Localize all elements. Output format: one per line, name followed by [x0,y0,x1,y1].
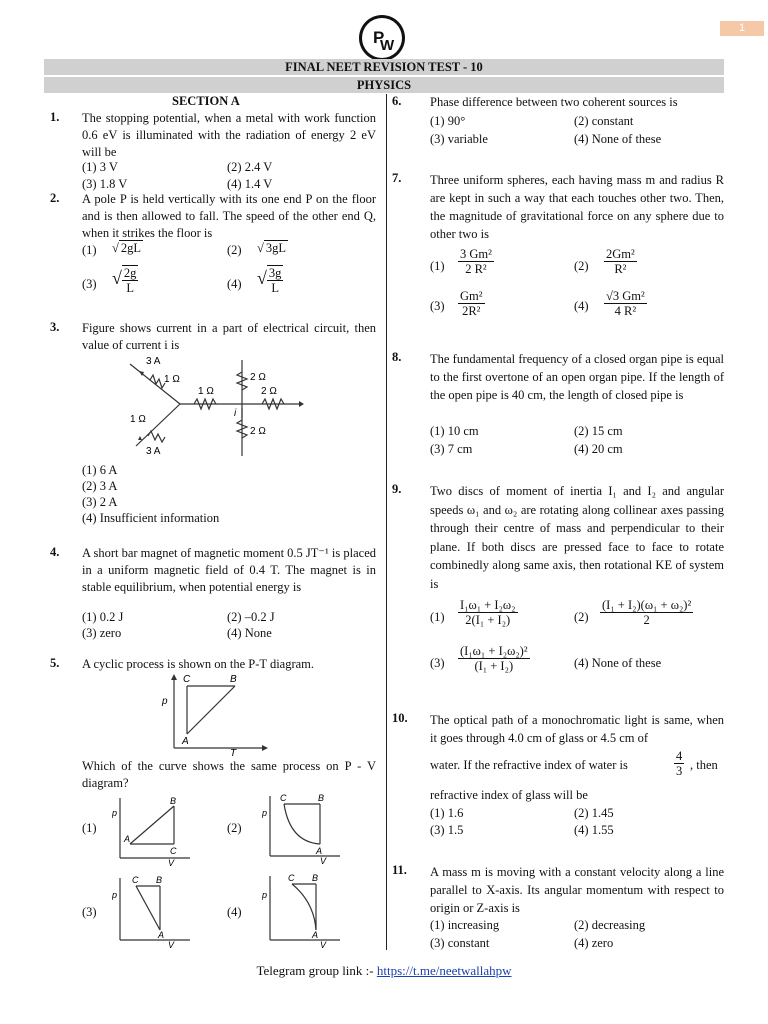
option-1: (1) [430,610,445,624]
option-2: (2) [227,821,242,835]
svg-text:V: V [320,856,327,864]
fig-label: 1 Ω [164,374,180,385]
column-divider [386,94,387,950]
option-4: (4) None of these [574,132,662,146]
option-1: (1) 90° [430,114,466,128]
option-1: (1) 0.2 J [82,610,124,624]
svg-text:C: C [183,674,191,685]
fig-label: 1 Ω [198,386,214,397]
option-3-expr: √ $\frac{2g}{L}$ [112,266,137,295]
option-4: (4) [227,905,242,919]
question-number: 11. [392,863,407,877]
option-4: (4) [574,299,589,313]
page-number-badge: 1 [720,21,764,36]
question-text: Phase difference between two coherent sources is [430,95,678,109]
option-1-graph [112,794,192,866]
svg-text:A: A [182,736,189,747]
svg-text:A: A [312,930,319,940]
option-2: (2) [574,610,589,624]
svg-text:C: C [288,873,295,883]
question-text-2: Which of the curve shows the same process on P - V diagram? [82,759,376,790]
telegram-link[interactable]: https://t.me/neetwallahpw [376,963,512,978]
option-3: (3) [430,299,445,313]
option-1-expr: √ 2gL [112,241,142,255]
option-2: (2) 15 cm [574,424,623,438]
question-number: 8. [392,350,402,364]
footer [0,963,768,979]
svg-text:W: W [380,37,395,54]
fig-label: 1 Ω [130,414,146,425]
option-2: (2) [227,243,242,257]
svg-text:A: A [316,846,323,856]
option-1-expr: $\frac{\text{I₁ω₁ + I₂ω₂}}{\text{2(I₁ + I₂)}}$ [460,598,516,627]
option-1: (1) increasing [430,918,500,932]
option-2: (2) [574,259,589,273]
option-3: (3) 1.5 [430,823,464,837]
option-1-expr: $\frac{\text{3 Gm²}}{\text{2 R²}}$ [460,247,492,276]
svg-text:B: B [312,873,319,883]
svg-text:p: p [112,890,118,900]
question-text-2: water. If the refractive index of water is [430,758,628,772]
option-4: (4) [227,277,242,291]
option-3: (3) 7 cm [430,442,473,456]
question-text-3: refractive index of glass will be [430,788,588,802]
option-3: (3) [430,656,445,670]
option-3: (3) zero [82,626,122,640]
option-1: (1) 1.6 [430,806,464,820]
fig-label: 2 Ω [250,372,266,383]
question-number: 1. [50,110,60,124]
option-3: (3) 1.8 V [82,177,128,191]
svg-text:A: A [158,930,165,940]
svg-text:B: B [318,793,325,803]
fraction-4-3: $\frac{4}{3}$ [676,749,683,778]
question-text: A pole P is held vertically with its one end P on the floor and is then allowed to fall. The speed of the other end Q, when it strikes the floor is [82,192,376,240]
option-1: (1) [430,259,445,273]
option-4-graph [262,872,342,948]
option-3: (3) constant [430,936,490,950]
fig-label: 2 Ω [261,386,277,397]
option-3: (3) [82,905,97,919]
option-2: (2) –0.2 J [227,610,275,624]
option-3: (3) variable [430,132,488,146]
option-2: (2) 3 A [82,479,118,493]
question-text: Figure shows current in a part of electrical circuit, then value of current i is [82,321,376,352]
option-4: (4) zero [574,936,614,950]
option-3-expr: $\frac{\text{Gm²}}{\text{2R²}}$ [460,289,483,318]
question-number: 6. [392,94,402,108]
option-3-graph [112,874,192,948]
question-number: 2. [50,191,60,205]
option-1: (1) 6 A [82,463,118,477]
option-4: (4) None of these [574,656,662,670]
option-3-expr: $\frac{\text{(I₁ω₁ + I₂ω₂)²}}{\text{(I₁ + I₂)}}$ [460,644,528,673]
question-text: The optical path of a monochromatic light is same, when it goes through 4.0 cm of glass or 4.5 cm of [430,713,724,745]
footer-label: Telegram group link :- [256,963,377,978]
question-text: A cyclic process is shown on the P-T diagram. [82,657,315,671]
option-2: (2) decreasing [574,918,646,932]
option-4: (4) 20 cm [574,442,623,456]
svg-text:p: p [112,808,118,818]
question-number: 10. [392,711,408,725]
question-text-2b: , then [690,758,718,772]
option-1: (1) 10 cm [430,424,479,438]
section-heading: SECTION A [172,94,240,108]
svg-text:P: P [373,28,385,47]
option-4: (4) 1.55 [574,823,614,837]
svg-text:C: C [132,875,139,885]
option-4-expr: $\frac{\text{√3 Gm²}}{\text{4 R²}}$ [606,289,645,318]
option-2-expr: $\frac{\text{(I₁ + I₂)(ω₁ + ω₂)²}}{2}$ [602,598,692,627]
question-text: The fundamental frequency of a closed organ pipe is equal to the first overtone of an open organ pipe. If the length of the open pipe is 40 cm, the length of closed pipe is [430,352,724,402]
question-text: Three uniform spheres, each having mass m and radius R are kept in such a way that each touches other two. Then, the magnitude of gravitational force on any sphere due to other two is [430,173,724,241]
fig-label: 3 A [146,446,161,457]
question-text: A mass m is moving with a constant velocity along a line parallel to X-axis. Its angular momentum with respect to origin or Z-axis is [430,865,724,915]
option-1: (1) 3 V [82,160,118,174]
test-title: FINAL NEET REVISION TEST - 10 [44,59,724,75]
svg-text:p: p [262,808,268,818]
option-2: (2) constant [574,114,634,128]
question-number: 9. [392,482,402,496]
question-text: The stopping potential, when a metal with work function 0.6 eV is illuminated with the radiation of energy 2 eV will be [82,111,376,159]
fig-label: 3 A [146,356,161,367]
svg-text:C: C [170,846,177,856]
question-number: 4. [50,545,60,559]
subject-heading: PHYSICS [44,77,724,93]
svg-text:V: V [320,940,327,948]
svg-text:T: T [230,748,237,756]
svg-text:V: V [168,858,175,866]
question-text: A short bar magnet of magnetic moment 0.5 JT⁻¹ is placed in a uniform magnetic field of 0.4 T. The magnet is in stable equilibrium, when potential energy is [82,546,376,594]
option-2-expr: √ 3gL [257,241,287,255]
option-1: (1) [82,821,97,835]
pw-logo [357,13,407,63]
question-number: 7. [392,171,402,185]
svg-text:B: B [156,875,163,885]
circuit-figure [122,354,322,462]
svg-text:p: p [262,890,268,900]
fig-label: i [234,408,237,419]
question-text: Two discs of moment of inertia I₁ and I₂ and angular speeds ω₁ and ω₂ are rotating along collinear axes passing through their centre of mass and perpendicular to their plane. If both discs are pressed face to face to rotate combinedly along same axis, then rotational KE of system is [430,484,724,591]
pt-diagram [156,672,268,756]
option-4-expr: √ $\frac{3g}{L}$ [257,266,282,295]
fig-label: 2 Ω [250,426,266,437]
option-1: (1) [82,243,97,257]
option-2-expr: $\frac{\text{2Gm²}}{\text{R²}}$ [606,247,635,276]
question-number: 5. [50,656,60,670]
svg-text:A: A [124,834,131,844]
option-4: (4) None [227,626,272,640]
question-number: 3. [50,320,60,334]
svg-text:p: p [162,696,168,707]
option-2-graph [262,792,342,864]
option-3: (3) [82,277,97,291]
svg-text:C: C [280,793,287,803]
option-3: (3) 2 A [82,495,118,509]
svg-text:V: V [168,940,175,948]
option-2: (2) 1.45 [574,806,614,820]
svg-text:B: B [230,674,237,685]
svg-text:B: B [170,796,177,806]
option-4: (4) Insufficient information [82,511,220,525]
option-4: (4) 1.4 V [227,177,273,191]
option-2: (2) 2.4 V [227,160,273,174]
